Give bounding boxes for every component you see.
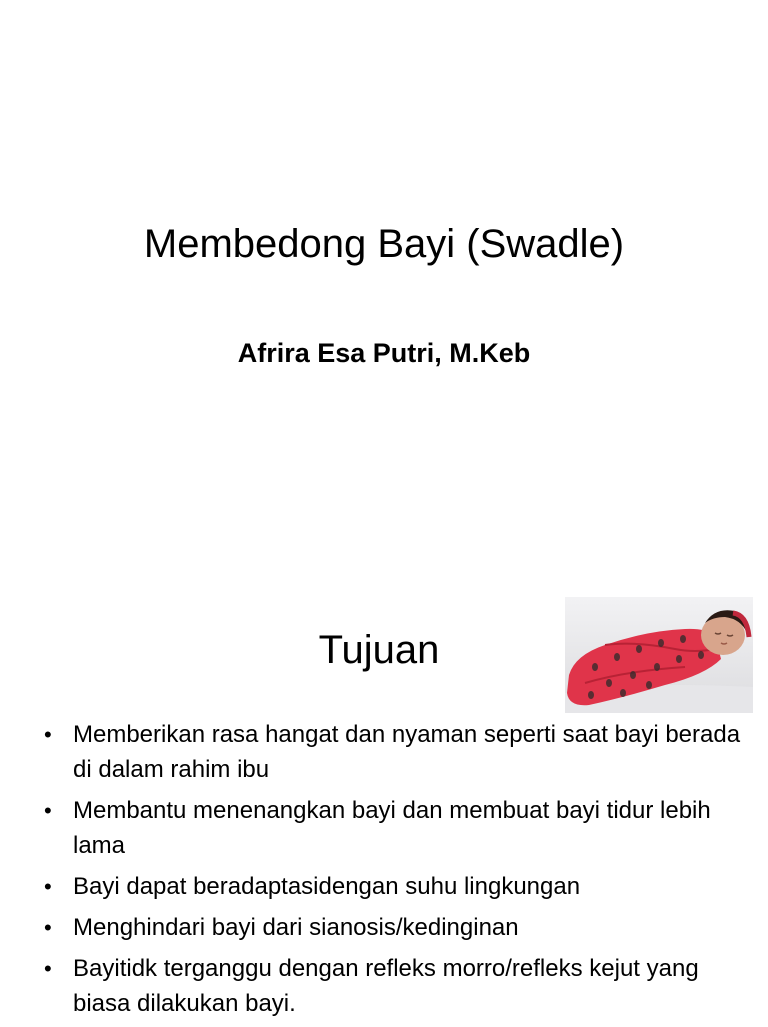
title-slide — [0, 0, 768, 512]
list-item — [44, 717, 744, 787]
slide-heading: Tujuan — [318, 628, 440, 672]
list-item-text: Membantu menenangkan bayi dan membuat bayi tidur lebih lama — [73, 797, 711, 859]
author-name: Afrira Esa Putri, M.Keb — [237, 338, 531, 368]
list-item-text: Bayitidk terganggu dengan refleks morro/refleks kejut yang biasa dilakukan bayi. — [73, 955, 699, 1017]
list-item — [44, 793, 744, 863]
bullet-icon: • — [44, 956, 52, 981]
list-item-text: Bayi dapat beradaptasidengan suhu lingkungan — [73, 873, 581, 900]
bullet-icon: • — [44, 798, 52, 823]
bullet-list — [44, 717, 744, 1027]
list-item — [44, 869, 744, 904]
content-slide — [0, 512, 768, 1024]
bullet-icon: • — [44, 915, 52, 940]
list-item-text: Memberikan rasa hangat dan nyaman seperti saat bayi berada di dalam rahim ibu — [73, 721, 741, 783]
bullet-icon: • — [44, 874, 52, 899]
slide-title: Membedong Bayi (Swadle) — [143, 222, 625, 266]
bullet-icon: • — [44, 722, 52, 747]
list-item — [44, 910, 744, 945]
list-item-text: Menghindari bayi dari sianosis/kedinginan — [73, 914, 519, 941]
list-item — [44, 951, 744, 1021]
